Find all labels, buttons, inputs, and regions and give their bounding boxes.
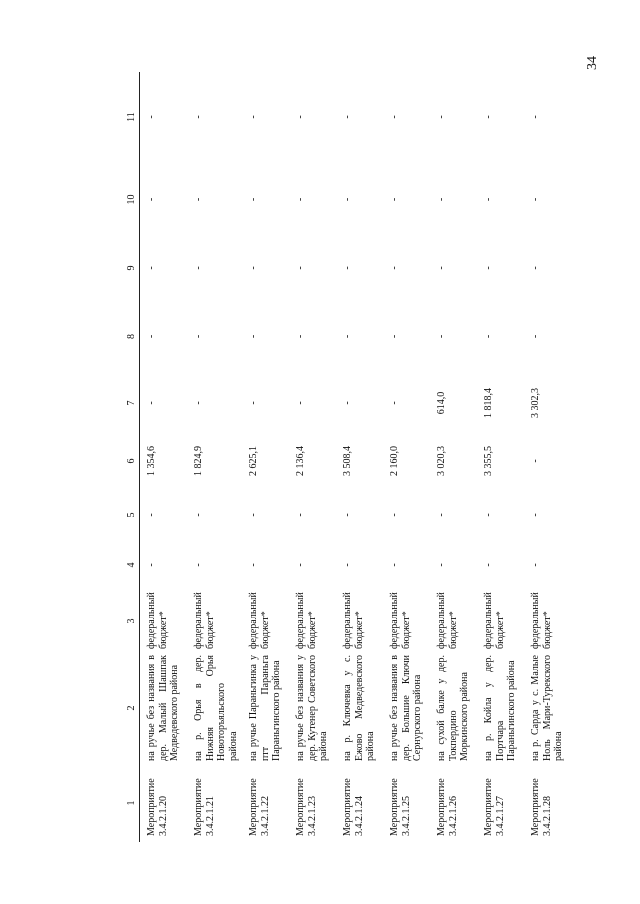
value-cell: -: [530, 459, 541, 463]
budget-table: [125, 72, 571, 842]
value-cell: -: [146, 197, 157, 202]
source-cell: федеральный бюджет*: [389, 592, 412, 649]
value-cell: 2 160,0: [389, 446, 400, 476]
value-cell: -: [483, 197, 494, 202]
column-header: 10: [125, 162, 140, 237]
source-cell: федеральный бюджет*: [530, 592, 553, 649]
table-row: [289, 72, 336, 842]
value-cell: -: [436, 266, 447, 270]
value-cell: -: [436, 197, 447, 202]
table-row: [187, 72, 242, 842]
value-cell: -: [146, 513, 157, 517]
value-cell: -: [389, 266, 400, 270]
value-cell: -: [436, 115, 447, 119]
value-cell: 3 508,4: [342, 446, 353, 476]
value-cell: -: [295, 563, 306, 567]
table-row: [242, 72, 289, 842]
value-cell: -: [295, 197, 306, 202]
measure-cell: Мероприятие 3.4.2.1.27: [483, 778, 506, 836]
column-header: 3: [125, 590, 140, 652]
measure-cell: Мероприятие 3.4.2.1.26: [436, 778, 459, 836]
value-cell: -: [193, 115, 204, 119]
value-cell: -: [248, 513, 259, 517]
value-cell: 1 824,9: [193, 446, 204, 476]
value-cell: -: [389, 401, 400, 405]
value-cell: -: [248, 197, 259, 202]
value-cell: -: [342, 266, 353, 270]
value-cell: -: [248, 115, 259, 119]
value-cell: 1 354,6: [146, 446, 157, 476]
value-cell: -: [248, 401, 259, 405]
value-cell: -: [248, 266, 259, 270]
header-row: [125, 72, 140, 842]
value-cell: -: [193, 266, 204, 270]
object-cell: на р. Сарда у с. Малые Ноль Мари-Турекского района: [530, 655, 564, 761]
value-cell: 3 020,3: [436, 446, 447, 476]
value-cell: -: [436, 334, 447, 339]
value-cell: -: [389, 115, 400, 119]
source-cell: федеральный бюджет*: [436, 592, 459, 649]
value-cell: -: [295, 513, 306, 517]
column-header: 8: [125, 299, 140, 374]
value-cell: -: [295, 115, 306, 119]
value-cell: -: [248, 563, 259, 567]
object-cell: на ручье Параньгинка у птт Параньга Параньгинского района: [248, 655, 282, 761]
object-cell: на р. Койла у дер. Портчара Параньгинского района: [483, 655, 517, 761]
value-cell: -: [483, 266, 494, 270]
column-header: 11: [125, 72, 140, 162]
value-cell: -: [483, 115, 494, 119]
value-cell: -: [146, 401, 157, 405]
value-cell: -: [193, 563, 204, 567]
source-cell: федеральный бюджет*: [146, 592, 169, 649]
value-cell: -: [342, 115, 353, 119]
value-cell: 2 136,4: [295, 446, 306, 476]
source-cell: федеральный бюджет*: [483, 592, 506, 649]
measure-cell: Мероприятие 3.4.2.1.24: [342, 778, 365, 836]
value-cell: -: [389, 563, 400, 567]
value-cell: -: [193, 334, 204, 339]
value-cell: -: [342, 513, 353, 517]
object-cell: на р. Ключевка у с. Ежово Медведевского района: [342, 655, 376, 761]
value-cell: -: [342, 401, 353, 405]
measure-cell: Мероприятие 3.4.2.1.28: [530, 778, 553, 836]
value-cell: 614,0: [436, 391, 447, 415]
value-cell: -: [146, 334, 157, 339]
object-cell: на р. Орья в дер. Нижняя Орья Новоторъяльского района: [193, 655, 239, 761]
value-cell: -: [295, 401, 306, 405]
table-row: [477, 72, 524, 842]
column-header: 2: [125, 652, 140, 764]
value-cell: -: [146, 563, 157, 567]
measure-cell: Мероприятие 3.4.2.1.22: [248, 778, 271, 836]
table-row: [383, 72, 430, 842]
column-header: 4: [125, 540, 140, 590]
table-row: [430, 72, 477, 842]
measure-cell: Мероприятие 3.4.2.1.25: [389, 778, 412, 836]
value-cell: -: [483, 563, 494, 567]
object-cell: на сухой балке у дер. Токпердино Моркинского района: [436, 655, 470, 761]
column-header: 6: [125, 432, 140, 490]
table-body: [140, 72, 572, 842]
value-cell: -: [530, 266, 541, 270]
value-cell: -: [342, 563, 353, 567]
value-cell: -: [530, 513, 541, 517]
value-cell: -: [146, 115, 157, 119]
object-cell: на ручье без названия в дер. Большие Ключи Сернурского района: [389, 655, 423, 761]
value-cell: -: [193, 401, 204, 405]
value-cell: -: [295, 266, 306, 270]
value-cell: -: [530, 563, 541, 567]
source-cell: федеральный бюджет*: [342, 592, 365, 649]
value-cell: -: [342, 197, 353, 202]
measure-cell: Мероприятие 3.4.2.1.23: [295, 778, 318, 836]
value-cell: -: [530, 197, 541, 202]
value-cell: -: [483, 334, 494, 339]
column-header: 5: [125, 490, 140, 540]
value-cell: -: [389, 334, 400, 339]
column-header: 9: [125, 237, 140, 299]
value-cell: 2 625,1: [248, 446, 259, 476]
source-cell: федеральный бюджет*: [193, 592, 216, 649]
value-cell: -: [436, 513, 447, 517]
column-header: 1: [125, 764, 140, 842]
table-row: [336, 72, 383, 842]
source-cell: федеральный бюджет*: [295, 592, 318, 649]
table-row: [140, 72, 188, 842]
value-cell: 3 355,5: [483, 446, 494, 476]
value-cell: -: [193, 513, 204, 517]
value-cell: -: [389, 197, 400, 202]
measure-cell: Мероприятие 3.4.2.1.21: [193, 778, 216, 836]
measure-cell: Мероприятие 3.4.2.1.20: [146, 778, 169, 836]
value-cell: 3 302,3: [530, 388, 541, 418]
value-cell: -: [193, 197, 204, 202]
value-cell: -: [146, 266, 157, 270]
column-header: 7: [125, 374, 140, 432]
table-row: [524, 72, 571, 842]
source-cell: федеральный бюджет*: [248, 592, 271, 649]
value-cell: -: [295, 334, 306, 339]
value-cell: -: [389, 513, 400, 517]
value-cell: -: [342, 334, 353, 339]
page-number: 34: [585, 56, 600, 70]
object-cell: на ручье без названия у дер. Кутенер Советского района: [295, 655, 329, 761]
object-cell: на ручье без названия в дер. Малый Шашпак Медведевского района: [146, 655, 180, 761]
value-cell: -: [248, 334, 259, 339]
value-cell: -: [483, 513, 494, 517]
value-cell: -: [436, 563, 447, 567]
value-cell: -: [530, 115, 541, 119]
value-cell: 1 818,4: [483, 388, 494, 418]
value-cell: -: [530, 334, 541, 339]
